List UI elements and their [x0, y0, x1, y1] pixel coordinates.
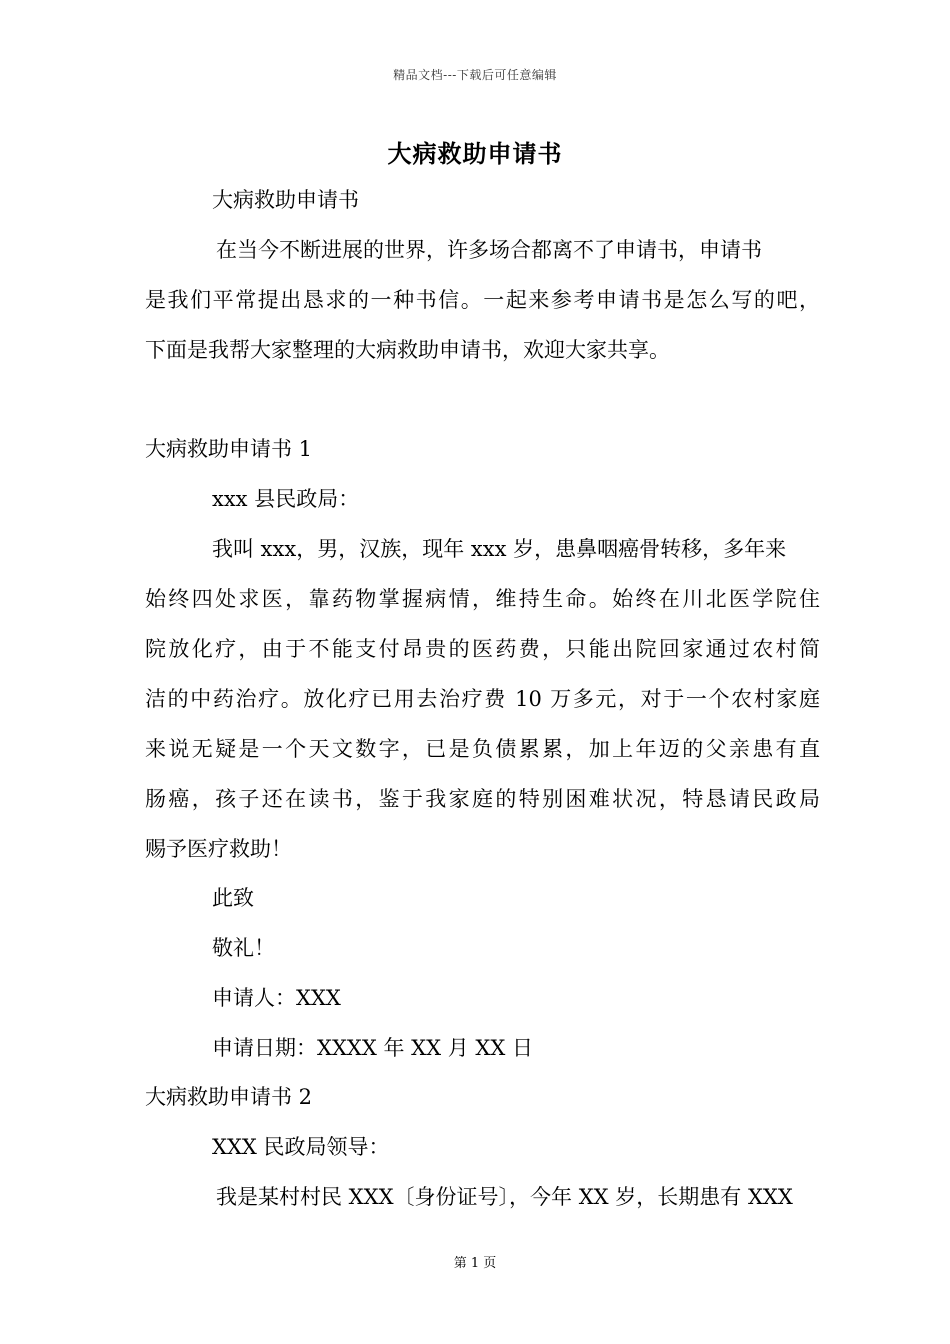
section-heading: 大病救助申请书 2: [145, 1085, 313, 1109]
paragraph-line: 始终四处求医，靠药物掌握病情，维持生命。始终在川北医学院住: [145, 587, 820, 611]
subtitle-line: 大病救助申请书: [212, 188, 359, 212]
paragraph-line: 洁的中药治疗。放化疗已用去治疗费 10 万多元，对于一个农村家庭: [145, 687, 820, 711]
paragraph-line: 我叫 xxx，男，汉族，现年 xxx 岁，患鼻咽癌骨转移，多年来: [212, 537, 787, 561]
paragraph-line: 我是某村村民 XXX〔身份证号〕，今年 XX 岁，长期患有 XXX: [216, 1185, 793, 1209]
closing-line: 敬礼！: [212, 936, 275, 960]
applicant-line: 申请人：XXX: [212, 986, 341, 1010]
paragraph-line: 是我们平常提出恳求的一种书信。一起来参考申请书是怎么写的吧，: [145, 288, 820, 312]
salutation-line: xxx 县民政局：: [212, 487, 360, 511]
paragraph-line: 来说无疑是一个天文数字，已是负债累累，加上年迈的父亲患有直: [145, 737, 820, 761]
paragraph-line: 肠癌，孩子还在读书，鉴于我家庭的特别困难状况，特恳请民政局: [145, 787, 820, 811]
page-footer: 第 1 页: [453, 1256, 497, 1271]
section-heading: 大病救助申请书 1: [145, 437, 313, 461]
paragraph-line: 院放化疗，由于不能支付昂贵的医药费，只能出院回家通过农村简: [145, 637, 820, 661]
closing-line: 此致: [212, 886, 254, 910]
document-title: 大病救助申请书: [387, 139, 563, 168]
paragraph-line: 在当今不断进展的世界，许多场合都离不了申请书，申请书: [216, 238, 762, 262]
salutation-line: XXX 民政局领导：: [212, 1135, 390, 1159]
paragraph-line: 下面是我帮大家整理的大病救助申请书，欢迎大家共享。: [145, 338, 670, 362]
date-line: 申请日期：XXXX 年 XX 月 XX 日: [212, 1036, 533, 1060]
paragraph-line: 赐予医疗救助！: [145, 837, 292, 861]
page-header: 精品文档---下载后可任意编辑: [393, 68, 557, 82]
